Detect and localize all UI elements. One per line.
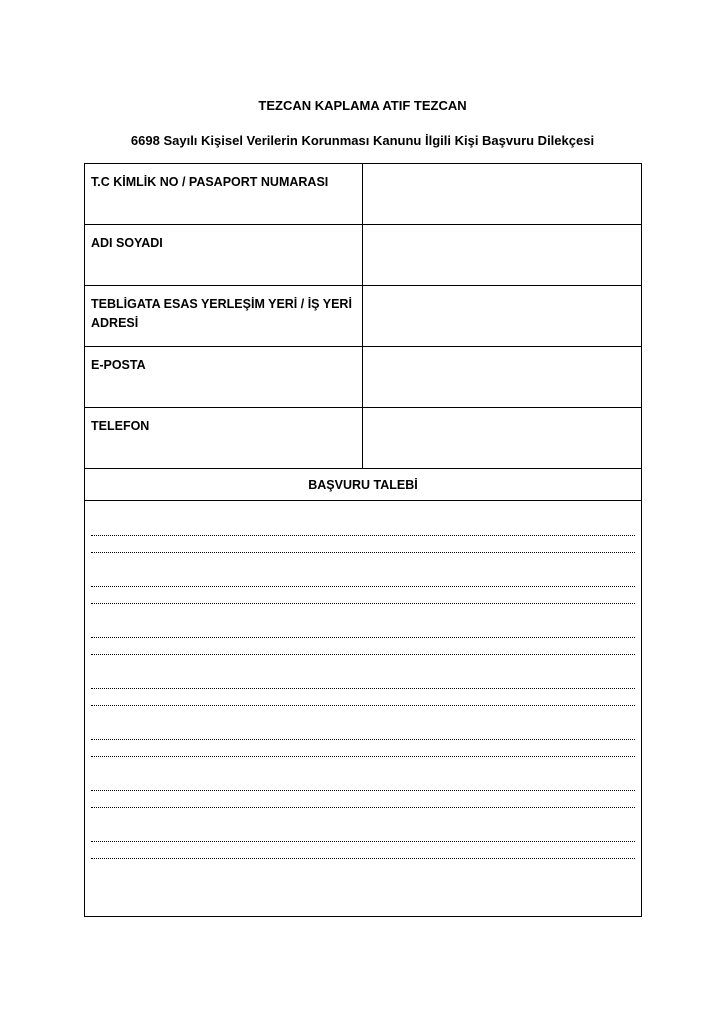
request-line [91,756,635,757]
address-label: TEBLİGATA ESAS YERLEŞİM YERİ / İŞ YERİ ADRESİ [85,286,363,346]
form-row-full-name [85,225,641,286]
full-name-label: ADI SOYADI [85,225,363,285]
identity-number-field[interactable] [363,164,641,224]
request-line [91,807,635,808]
request-line [91,586,635,587]
request-line [91,705,635,706]
address-field[interactable] [363,286,641,346]
identity-number-label: T.C KİMLİK NO / PASAPORT NUMARASI [85,164,363,224]
phone-field[interactable] [363,408,641,468]
request-line [91,637,635,638]
request-line [91,603,635,604]
request-line [91,535,635,536]
email-field[interactable] [363,347,641,407]
request-line [91,739,635,740]
form-row-email [85,347,641,408]
application-form-table [84,163,642,917]
full-name-field[interactable] [363,225,641,285]
request-line [91,841,635,842]
request-line [91,654,635,655]
request-line [91,790,635,791]
request-line [91,552,635,553]
phone-label: TELEFON [85,408,363,468]
form-row-identity-number [85,164,641,225]
document-subtitle: 6698 Sayılı Kişisel Verilerin Korunması Kanunu İlgili Kişi Başvuru Dilekçesi [130,133,595,148]
request-section-header: BAŞVURU TALEBİ [85,469,641,501]
document-title: TEZCAN KAPLAMA ATIF TEZCAN [258,98,467,113]
email-label: E-POSTA [85,347,363,407]
request-line [91,858,635,859]
request-line [91,688,635,689]
form-row-address [85,286,641,347]
form-row-phone [85,408,641,469]
